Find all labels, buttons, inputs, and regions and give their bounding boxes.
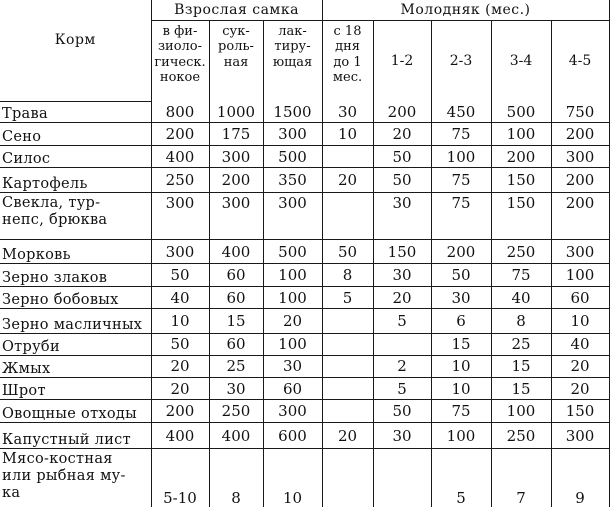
value-cell: 20	[151, 377, 209, 400]
value-cell: 200	[551, 167, 609, 192]
value-cell: 800	[151, 101, 209, 123]
value-cell: 100	[491, 400, 551, 423]
value-cell	[322, 192, 373, 239]
value-cell: 100	[263, 264, 322, 287]
value-cell: 1000	[209, 101, 263, 123]
value-cell: 400	[151, 146, 209, 168]
young-3-4-header: 3-4	[491, 20, 551, 101]
young-stock-header: Молодняк (мес.)	[322, 0, 609, 20]
value-cell: 200	[491, 146, 551, 168]
value-cell: 60	[551, 287, 609, 309]
value-cell: 25	[209, 355, 263, 377]
value-cell: 10	[263, 449, 322, 507]
young-2-3-header: 2-3	[431, 20, 491, 101]
feed-name-cell: Силос	[0, 146, 151, 168]
value-cell: 75	[431, 192, 491, 239]
table-row	[0, 264, 609, 287]
table-row	[0, 123, 609, 146]
value-cell: 300	[551, 423, 609, 449]
value-cell: 60	[209, 334, 263, 356]
value-cell: 5	[431, 449, 491, 507]
value-cell: 50	[373, 146, 431, 168]
value-cell: 10	[322, 123, 373, 146]
value-cell: 100	[263, 334, 322, 356]
value-cell: 5	[373, 377, 431, 400]
value-cell: 20	[322, 167, 373, 192]
value-cell: 250	[151, 167, 209, 192]
value-cell: 100	[431, 146, 491, 168]
value-cell: 200	[209, 167, 263, 192]
value-cell: 300	[209, 192, 263, 239]
value-cell: 30	[263, 355, 322, 377]
value-cell: 100	[491, 123, 551, 146]
value-cell: 20	[551, 377, 609, 400]
value-cell: 100	[551, 264, 609, 287]
feed-name-cell: Картофель	[0, 167, 151, 192]
value-cell: 175	[209, 123, 263, 146]
feed-name-cell: Свекла, тур- непс, брюква	[0, 192, 151, 239]
value-cell: 100	[263, 287, 322, 309]
value-cell: 200	[551, 192, 609, 239]
young-4-5-header: 4-5	[551, 20, 609, 101]
value-cell: 40	[491, 287, 551, 309]
value-cell: 20	[373, 123, 431, 146]
table-row	[0, 101, 609, 123]
value-cell: 300	[151, 239, 209, 264]
feed-name-cell: Зерно масличных	[0, 309, 151, 334]
value-cell: 200	[431, 239, 491, 264]
value-cell: 40	[551, 334, 609, 356]
value-cell: 10	[551, 309, 609, 334]
table-row	[0, 239, 609, 264]
value-cell: 75	[431, 167, 491, 192]
table-row	[0, 377, 609, 400]
value-cell: 500	[263, 239, 322, 264]
value-cell: 20	[151, 355, 209, 377]
value-cell: 50	[151, 264, 209, 287]
table-row	[0, 423, 609, 449]
value-cell: 60	[209, 287, 263, 309]
value-cell: 60	[209, 264, 263, 287]
value-cell: 150	[551, 400, 609, 423]
value-cell: 20	[263, 309, 322, 334]
value-cell	[322, 355, 373, 377]
feed-name-cell: Капустный лист	[0, 423, 151, 449]
value-cell: 450	[431, 101, 491, 123]
value-cell: 300	[551, 146, 609, 168]
value-cell: 200	[151, 123, 209, 146]
value-cell: 150	[373, 239, 431, 264]
value-cell	[322, 309, 373, 334]
value-cell: 250	[491, 239, 551, 264]
value-cell: 30	[322, 101, 373, 123]
value-cell: 40	[151, 287, 209, 309]
table-row	[0, 192, 609, 239]
value-cell: 200	[373, 101, 431, 123]
value-cell: 30	[209, 377, 263, 400]
feed-name-cell: Жмых	[0, 355, 151, 377]
value-cell: 250	[209, 400, 263, 423]
value-cell: 10	[151, 309, 209, 334]
value-cell: 500	[263, 146, 322, 168]
value-cell: 300	[263, 123, 322, 146]
value-cell: 5-10	[151, 449, 209, 507]
value-cell: 8	[491, 309, 551, 334]
feed-name-cell: Овощные отходы	[0, 400, 151, 423]
value-cell: 600	[263, 423, 322, 449]
adult-female-header: Взрослая самка	[151, 0, 322, 20]
adult-pregnant-header: сук- роль- ная	[209, 20, 263, 101]
value-cell: 400	[209, 239, 263, 264]
feed-name-cell: Морковь	[0, 239, 151, 264]
value-cell: 300	[551, 239, 609, 264]
value-cell: 25	[491, 334, 551, 356]
young-1-2-header: 1-2	[373, 20, 431, 101]
value-cell: 400	[151, 423, 209, 449]
table-row	[0, 309, 609, 334]
value-cell: 75	[431, 123, 491, 146]
value-cell: 10	[431, 377, 491, 400]
value-cell: 15	[209, 309, 263, 334]
value-cell: 50	[151, 334, 209, 356]
feed-name-cell: Шрот	[0, 377, 151, 400]
value-cell: 50	[373, 400, 431, 423]
value-cell: 200	[551, 123, 609, 146]
value-cell	[322, 449, 373, 507]
value-cell: 15	[431, 334, 491, 356]
value-cell: 75	[491, 264, 551, 287]
value-cell: 300	[151, 192, 209, 239]
value-cell: 30	[373, 423, 431, 449]
feed-name-cell: Зерно злаков	[0, 264, 151, 287]
table-row	[0, 167, 609, 192]
table-row	[0, 355, 609, 377]
value-cell: 20	[373, 287, 431, 309]
value-cell: 8	[322, 264, 373, 287]
value-cell: 6	[431, 309, 491, 334]
value-cell: 30	[373, 264, 431, 287]
value-cell: 5	[373, 309, 431, 334]
value-cell: 15	[491, 377, 551, 400]
value-cell: 30	[373, 192, 431, 239]
value-cell: 150	[491, 192, 551, 239]
feed-name-cell: Отруби	[0, 334, 151, 356]
value-cell: 750	[551, 101, 609, 123]
value-cell: 20	[322, 423, 373, 449]
value-cell: 2	[373, 355, 431, 377]
value-cell	[322, 400, 373, 423]
adult-physiological-header: в фи- зиоло- гическ. нокое	[151, 20, 209, 101]
value-cell: 350	[263, 167, 322, 192]
young-18days-1month-header: с 18 дня до 1 мес.	[322, 20, 373, 101]
value-cell: 1500	[263, 101, 322, 123]
value-cell	[373, 334, 431, 356]
value-cell: 250	[491, 423, 551, 449]
value-cell: 5	[322, 287, 373, 309]
value-cell: 10	[431, 355, 491, 377]
value-cell: 20	[551, 355, 609, 377]
value-cell: 8	[209, 449, 263, 507]
table-body	[0, 101, 609, 507]
value-cell: 100	[431, 423, 491, 449]
value-cell: 60	[263, 377, 322, 400]
feed-name-cell: Мясо-костная или рыбная му- ка	[0, 449, 151, 507]
table-row	[0, 287, 609, 309]
value-cell: 15	[491, 355, 551, 377]
table-row	[0, 334, 609, 356]
value-cell: 50	[373, 167, 431, 192]
value-cell: 500	[491, 101, 551, 123]
value-cell: 300	[209, 146, 263, 168]
value-cell: 30	[431, 287, 491, 309]
value-cell: 300	[263, 400, 322, 423]
value-cell: 7	[491, 449, 551, 507]
value-cell	[322, 377, 373, 400]
value-cell: 50	[322, 239, 373, 264]
value-cell	[322, 334, 373, 356]
value-cell	[373, 449, 431, 507]
adult-lactating-header: лак- тиру- ющая	[263, 20, 322, 101]
value-cell: 400	[209, 423, 263, 449]
table-row	[0, 400, 609, 423]
value-cell: 50	[431, 264, 491, 287]
value-cell: 300	[263, 192, 322, 239]
feed-name-cell: Сено	[0, 123, 151, 146]
feed-name-cell: Трава	[0, 101, 151, 123]
value-cell: 75	[431, 400, 491, 423]
table-row	[0, 146, 609, 168]
feed-name-cell: Зерно бобовых	[0, 287, 151, 309]
feed-column-header: Корм	[0, 0, 151, 101]
value-cell: 150	[491, 167, 551, 192]
value-cell	[322, 146, 373, 168]
table-row	[0, 449, 609, 507]
value-cell: 9	[551, 449, 609, 507]
value-cell: 200	[151, 400, 209, 423]
